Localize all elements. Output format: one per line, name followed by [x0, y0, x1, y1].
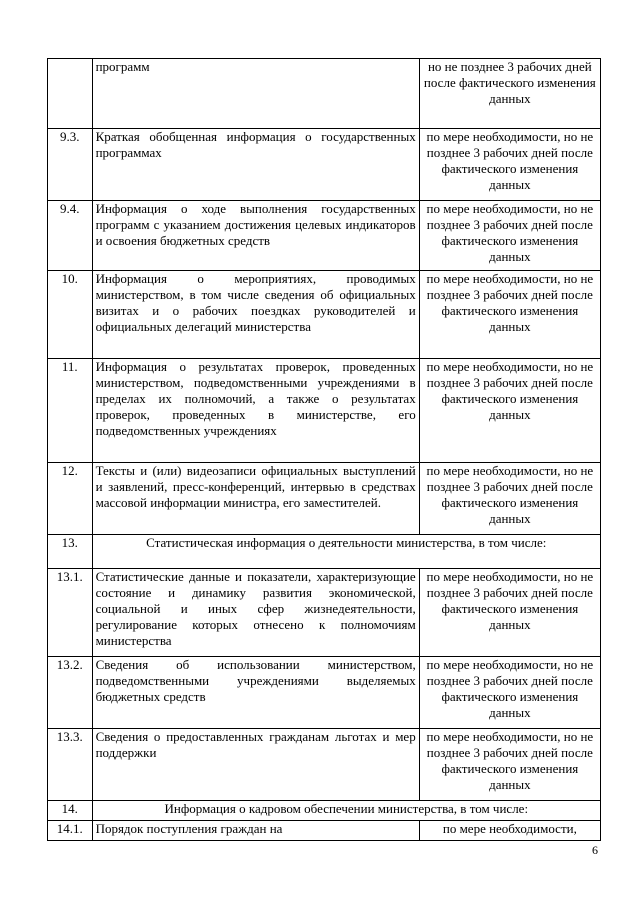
table-row	[48, 129, 601, 201]
row-number	[48, 59, 93, 129]
row-description: программ	[92, 59, 419, 129]
row-description: Информация о результатах проверок, проведенных министерством, подведомственными учреждениями в пределах их полномочий, а также о результатах проверок, проведенных в министерстве, его подведомственных учреждениях	[92, 359, 419, 463]
table-row	[48, 535, 601, 569]
table-row	[48, 801, 601, 821]
table-row	[48, 201, 601, 271]
table-row	[48, 729, 601, 801]
row-deadline: по мере необходимости, но не позднее 3 рабочих дней после фактического изменения данных	[419, 569, 600, 657]
row-deadline: по мере необходимости, но не позднее 3 рабочих дней после фактического изменения данных	[419, 359, 600, 463]
table-row	[48, 359, 601, 463]
row-deadline: по мере необходимости, но не позднее 3 рабочих дней после фактического изменения данных	[419, 271, 600, 359]
row-number: 9.4.	[48, 201, 93, 271]
row-number: 13.1.	[48, 569, 93, 657]
row-description: Сведения о предоставленных гражданам льготах и мер поддержки	[92, 729, 419, 801]
table-row	[48, 463, 601, 535]
row-description: Информация о ходе выполнения государственных программ с указанием достижения целевых индикаторов и освоения бюджетных средств	[92, 201, 419, 271]
row-description: Информация о мероприятиях, проводимых министерством, в том числе сведения об официальных визитах и о рабочих поездках руководителей и официальных делегаций министерства	[92, 271, 419, 359]
row-number: 12.	[48, 463, 93, 535]
row-deadline: по мере необходимости, но не позднее 3 рабочих дней после фактического изменения данных	[419, 201, 600, 271]
requirements-table	[47, 58, 601, 841]
row-deadline: по мере необходимости, но не позднее 3 рабочих дней после фактического изменения данных	[419, 129, 600, 201]
row-deadline: но не позднее 3 рабочих дней после фактического изменения данных	[419, 59, 600, 129]
section-heading: Статистическая информация о деятельности министерства, в том числе:	[92, 535, 600, 569]
row-number: 14.	[48, 801, 93, 821]
row-number: 14.1.	[48, 821, 93, 841]
table-row	[48, 657, 601, 729]
row-number: 11.	[48, 359, 93, 463]
table-row	[48, 59, 601, 129]
row-description: Сведения об использовании министерством, подведомственными учреждениями выделяемых бюджетных средств	[92, 657, 419, 729]
row-number: 13.	[48, 535, 93, 569]
row-description: Краткая обобщенная информация о государственных программах	[92, 129, 419, 201]
row-number: 10.	[48, 271, 93, 359]
row-deadline: по мере необходимости, но не позднее 3 рабочих дней после фактического изменения данных	[419, 729, 600, 801]
row-number: 13.3.	[48, 729, 93, 801]
row-deadline: по мере необходимости, но не позднее 3 рабочих дней после фактического изменения данных	[419, 463, 600, 535]
row-deadline: по мере необходимости, но не позднее 3 рабочих дней после фактического изменения данных	[419, 657, 600, 729]
row-description: Тексты и (или) видеозаписи официальных выступлений и заявлений, пресс-конференций, интервью в средствах массовой информации министра, его заместителей.	[92, 463, 419, 535]
table-row	[48, 821, 601, 841]
page-number: 6	[592, 843, 598, 857]
row-number: 9.3.	[48, 129, 93, 201]
row-description: Статистические данные и показатели, характеризующие состояние и динамику развития экономической, социальной и иных сфер жизнедеятельности, регулирование которых отнесено к полномочиям министерства	[92, 569, 419, 657]
row-deadline: по мере необходимости,	[419, 821, 600, 841]
table-row	[48, 569, 601, 657]
row-number: 13.2.	[48, 657, 93, 729]
section-heading: Информация о кадровом обеспечении министерства, в том числе:	[92, 801, 600, 821]
row-description: Порядок поступления граждан на	[92, 821, 419, 841]
table-row	[48, 271, 601, 359]
